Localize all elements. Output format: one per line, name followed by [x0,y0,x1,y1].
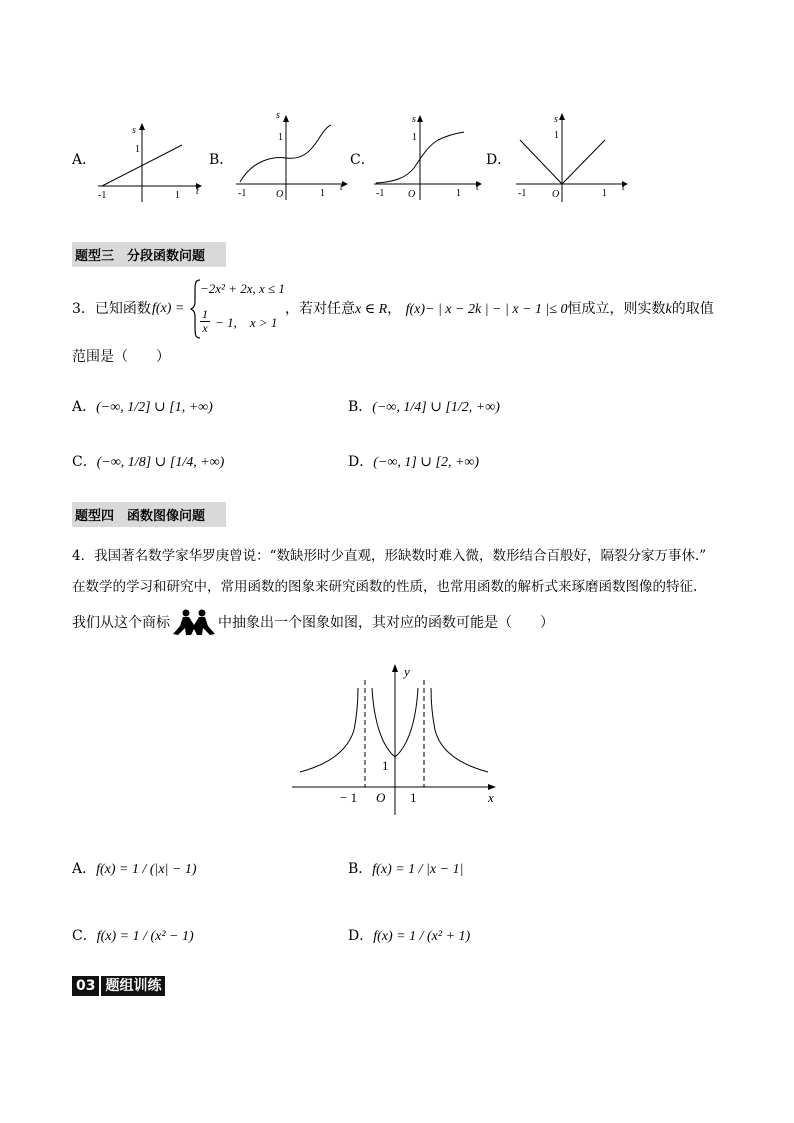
graph-c-t: t [476,182,479,193]
graph-d [512,108,632,204]
q4-opt-b[interactable] [348,862,463,877]
graph-b-t: t [340,182,343,193]
section-4-heading: 题型四 函数图像问题 [72,502,226,527]
q3-opt-d-text: (−∞, 1] ∪ [2, +∞) [373,455,480,470]
section-3-heading: 题型三 分段函数问题 [72,242,226,267]
q3-var-k: k [665,302,672,317]
q3-opt-d-label: D． [348,454,374,470]
q4-opt-a[interactable] [72,862,197,877]
q4-opt-a-label: A． [72,861,97,877]
kappa-logo-icon [172,608,216,636]
q4-graph [290,660,506,820]
q3-fx: f(x) = [152,301,185,316]
q3-opt-b-text: (−∞, 1/4] ∪ [1/2, +∞) [372,400,500,415]
graph-c-neg1: -1 [376,188,385,199]
graph-b [232,106,350,202]
graph-d-1y: 1 [554,130,559,141]
q4-opt-d[interactable] [348,929,470,944]
q3-case2-den: x [200,321,210,335]
q3-opt-c-label: C． [72,454,97,470]
q3-opt-c[interactable] [72,455,224,470]
graph-c-pos1: 1 [456,188,461,199]
q3-case2 [200,308,277,335]
q4-graph-pos1: 1 [410,790,417,805]
graph-a-neg1: -1 [98,190,107,201]
q3-line2: 范围是（ ） [72,349,170,365]
section-train-title: 题组训练 [101,976,165,996]
q3-case2-num: 1 [202,307,208,321]
q3-case2-rest: − 1, x > 1 [215,315,278,331]
q4-graph-y: y [404,664,410,679]
q4-graph-1y: 1 [382,758,389,773]
graph-c [372,110,484,202]
q3-cond-pre: ，若对任意 [285,301,355,317]
q4-opt-d-text: f(x) = 1 / (x² + 1) [373,929,471,944]
q4-graph-x: x [488,790,494,805]
graph-b-label: B． [209,152,234,168]
q4-graph-origin: O [376,790,386,805]
graph-b-1y: 1 [278,132,283,143]
graph-a [92,118,204,206]
q3-cond-end: 的取值 [671,301,714,317]
q3-cond-mid: ， [387,301,402,317]
q3-cond-ineq: f(x)− | x − 2k | − | x − 1 |≤ 0 [405,302,568,317]
q3-cond-set: x ∈ R [355,302,388,317]
q3-case1: −2x² + 2x, x ≤ 1 [200,281,285,296]
graph-c-label: C． [350,152,375,168]
q4-line3a: 我们从这个商标 [72,615,170,631]
q3-opt-b[interactable] [348,400,500,415]
q4-graph-neg1: − 1 [340,790,358,805]
q3-opt-b-label: B． [348,399,373,415]
graph-d-origin: O [552,189,560,200]
graph-a-s: s [132,125,136,136]
graph-b-s: s [276,110,280,121]
graph-a-t: t [196,186,199,197]
graph-a-label: A． [72,152,97,168]
graph-d-s: s [554,114,558,125]
graph-c-1y: 1 [412,132,417,143]
q3-opt-a[interactable] [72,400,213,415]
graph-b-pos1: 1 [320,188,325,199]
graph-d-label: D． [486,152,512,168]
q3-opt-a-label: A． [72,399,97,415]
graph-a-pos1: 1 [175,190,180,201]
q4-opt-c-text: f(x) = 1 / (x² − 1) [96,929,194,944]
graph-b-origin: O [276,189,284,200]
graph-d-pos1: 1 [602,188,607,199]
graph-c-s: s [412,114,416,125]
section-train-num: 03 [72,976,99,996]
q4-line3b: 中抽象出一个图象如图，其对应的函数可能是（ ） [218,615,554,631]
q4-opt-a-text: f(x) = 1 / (|x| − 1) [96,862,197,877]
q4-opt-b-label: B． [348,861,373,877]
q4-line1: 4．我国著名数学家华罗庚曾说：“数缺形时少直观，形缺数时难入微，数形结合百般好，隔裂分家万事休.” [72,548,707,564]
graph-a-1y: 1 [135,144,140,155]
q4-opt-c[interactable] [72,929,194,944]
graph-b-neg1: -1 [238,188,247,199]
q3-opt-c-text: (−∞, 1/8] ∪ [1/4, +∞) [96,455,225,470]
q3-intro: 3．已知函数 [72,301,151,317]
q4-opt-d-label: D． [348,928,374,944]
graph-d-t: t [622,182,625,193]
q4-line2: 在数学的学习和研究中，常用函数的图象来研究函数的性质，也常用函数的解析式来琢磨函数图像的特征. [72,579,698,595]
q3-opt-a-text: (−∞, 1/2] ∪ [1, +∞) [96,400,213,415]
graph-c-origin: O [408,189,416,200]
q3-cond-post: 恒成立，则实数 [567,301,666,317]
q3-opt-d[interactable] [348,455,479,470]
graph-d-neg1: -1 [518,188,527,199]
q4-opt-c-label: C． [72,928,97,944]
section-train-heading [72,975,165,995]
q3-cond [285,302,714,317]
q4-opt-b-text: f(x) = 1 / |x − 1| [372,862,464,877]
